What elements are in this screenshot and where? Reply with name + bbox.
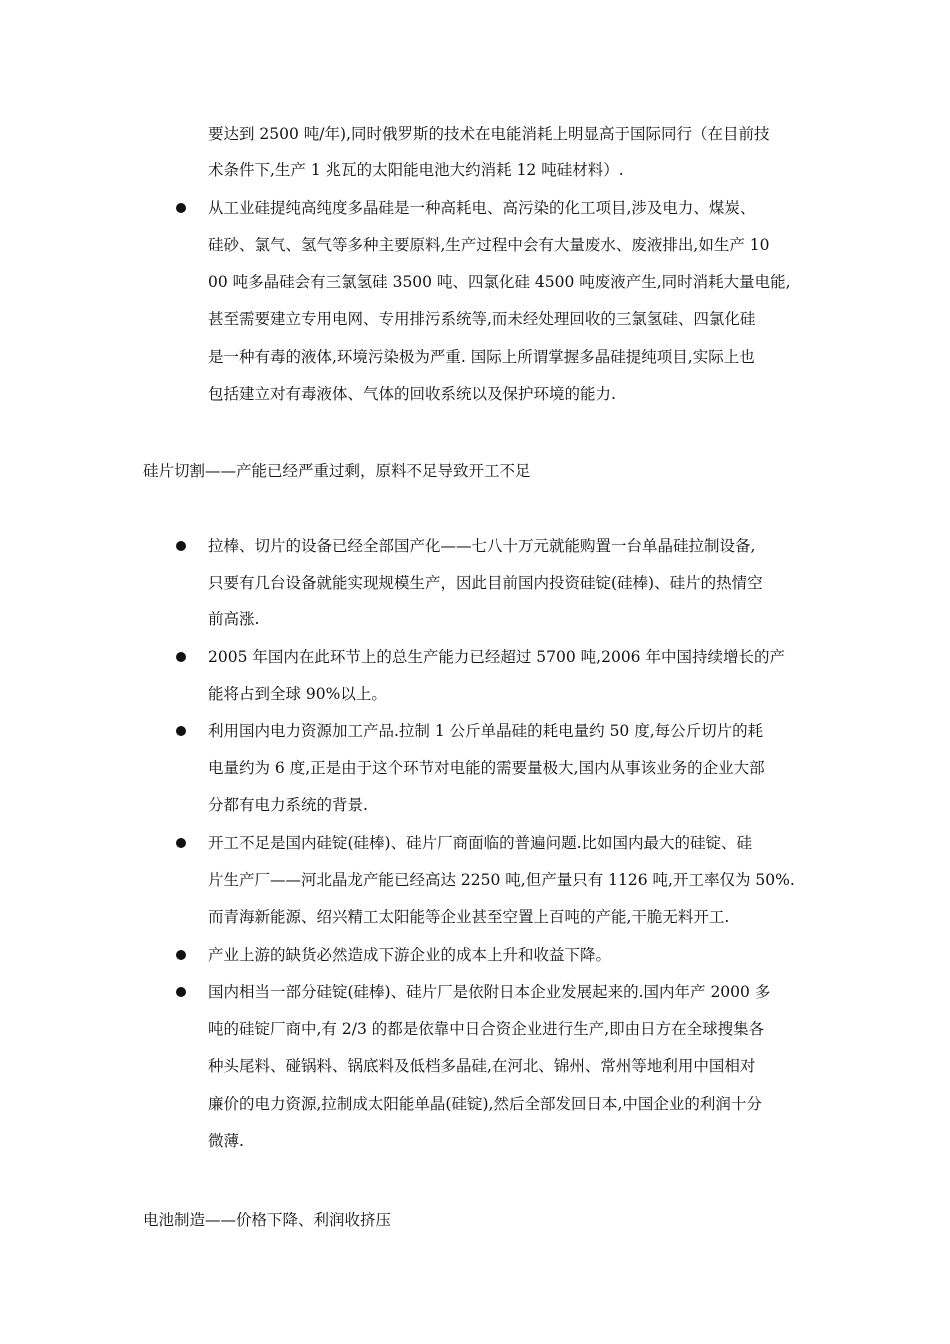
paragraph-line: 前高涨. (208, 610, 260, 628)
paragraph-line: 包括建立对有毒液体、气体的回收系统以及保护环境的能力. (208, 385, 616, 403)
paragraph-line: 甚至需要建立专用电网、专用排污系统等,而未经处理回收的三氯氢硅、四氯化硅 (208, 310, 756, 328)
paragraph-line: 要达到 2500 吨/年),同时俄罗斯的技术在电能消耗上明显高于国际同行（在目前技 (208, 125, 770, 143)
bullet-icon (176, 726, 186, 736)
paragraph-line: 拉棒、切片的设备已经全部国产化——七八十万元就能购置一台单晶硅拉制设备, (208, 537, 756, 555)
paragraph-line: 只要有几台设备就能实现规模生产，因此目前国内投资硅锭(硅棒)、硅片的热情空 (208, 574, 763, 592)
paragraph-line: 片生产厂——河北晶龙产能已经高达 2250 吨,但产量只有 1126 吨,开工率仅为 50%. (208, 871, 795, 889)
paragraph-line: 国内相当一部分硅锭(硅棒)、硅片厂是依附日本企业发展起来的.国内年产 2000 多 (208, 983, 771, 1001)
paragraph-line: 能将占到全球 90%以上。 (208, 685, 387, 703)
paragraph-line: 00 吨多晶硅会有三氯氢硅 3500 吨、四氯化硅 4500 吨废液产生,同时消耗大量电能, (208, 273, 791, 291)
bullet-icon (176, 203, 186, 213)
paragraph-line: 是一种有毒的液体,环境污染极为严重. 国际上所谓掌握多晶硅提纯项目,实际上也 (208, 348, 755, 366)
bullet-icon (176, 541, 186, 551)
bullet-icon (176, 838, 186, 848)
paragraph-line: 种头尾料、碰锅料、锅底料及低档多晶硅,在河北、锦州、常州等地利用中国相对 (208, 1057, 756, 1075)
paragraph-line: 硅砂、氯气、氢气等多种主要原料,生产过程中会有大量废水、废液排出,如生产 10 (208, 236, 770, 254)
paragraph-line: 分都有电力系统的背景. (208, 796, 368, 814)
paragraph-line: 2005 年国内在此环节上的总生产能力已经超过 5700 吨,2006 年中国持续增长的产 (208, 648, 785, 666)
paragraph-line: 而青海新能源、绍兴精工太阳能等企业甚至空置上百吨的产能,干脆无料开工. (208, 908, 730, 926)
paragraph-line: 产业上游的缺货必然造成下游企业的成本上升和收益下降。 (208, 946, 612, 964)
bullet-icon (176, 950, 186, 960)
paragraph-line: 微薄. (208, 1132, 244, 1150)
paragraph-line: 电量约为 6 度,正是由于这个环节对电能的需要量极大,国内从事该业务的企业大部 (208, 759, 765, 777)
paragraph-line: 利用国内电力资源加工产品.拉制 1 公斤单晶硅的耗电量约 50 度,每公斤切片的耗 (208, 722, 764, 740)
section-heading-cell: 电池制造——价格下降、利润收挤压 (143, 1211, 392, 1229)
paragraph-line: 从工业硅提纯高纯度多晶硅是一种高耗电、高污染的化工项目,涉及电力、煤炭、 (208, 199, 756, 217)
bullet-icon (176, 652, 186, 662)
paragraph-line: 廉价的电力资源,拉制成太阳能单晶(硅锭),然后全部发回日本,中国企业的利润十分 (208, 1095, 762, 1113)
bullet-icon (176, 987, 186, 997)
paragraph-line: 吨的硅锭厂商中,有 2/3 的都是依靠中日合资企业进行生产,即由日方在全球搜集各 (208, 1020, 765, 1038)
paragraph-line: 开工不足是国内硅锭(硅棒)、硅片厂商面临的普遍问题.比如国内最大的硅锭、硅 (208, 834, 753, 852)
section-heading-wafer: 硅片切割——产能已经严重过剩，原料不足导致开工不足 (143, 462, 531, 480)
paragraph-line: 术条件下,生产 1 兆瓦的太阳能电池大约消耗 12 吨硅材料）. (208, 161, 624, 179)
